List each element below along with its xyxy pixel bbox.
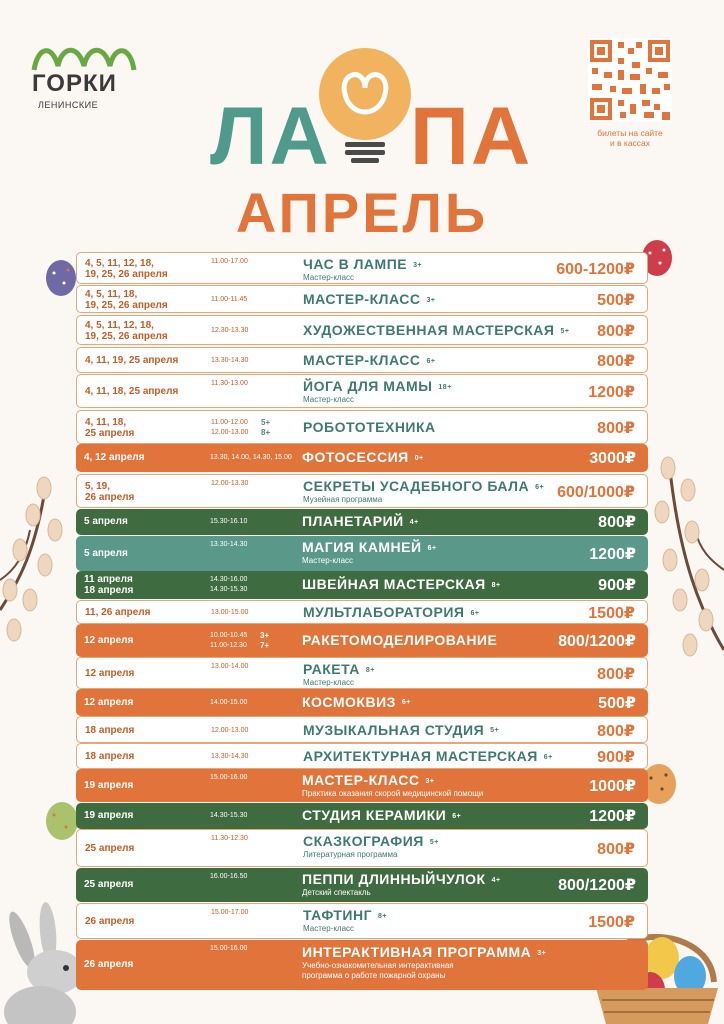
event-time: [211, 479, 248, 489]
event-price: 1200₽: [588, 384, 635, 401]
event-row: [76, 803, 648, 829]
event-date-line1: 4, 5, 11, 18,: [85, 289, 138, 300]
event-time: [211, 608, 248, 618]
month-heading: АПРЕЛЬ: [235, 181, 489, 244]
event-price: 1200₽: [589, 545, 636, 563]
event-price: 1200₽: [589, 808, 636, 825]
willow-branch-right-illustration: [640, 450, 724, 670]
event-description: [302, 556, 353, 566]
event-date: [85, 289, 168, 311]
title-part-la: ЛА: [210, 91, 331, 182]
event-date-line1: 4, 5, 11, 12, 18,: [85, 258, 154, 269]
event-time-line1: 13.30, 14.00, 14.30, 15.00: [210, 454, 292, 461]
event-title: [303, 256, 422, 272]
qr-note: [570, 128, 690, 148]
event-title: [302, 576, 501, 592]
event-price: 900₽: [597, 749, 635, 766]
event-price: 1500₽: [588, 605, 635, 622]
event-time-line1: 11.30-13.00: [211, 380, 248, 387]
event-date: [85, 725, 134, 736]
event-price: 800/1200₽: [558, 877, 636, 894]
event-title: [302, 807, 461, 823]
event-title: [302, 694, 411, 710]
event-desc-line1: Мастер-класс: [303, 678, 355, 687]
event-row: [76, 600, 648, 624]
event-time-line1: 13.30-14.30: [211, 357, 249, 364]
event-title-text: ЧАС В ЛАМПЕ: [303, 256, 408, 272]
event-date: [85, 258, 168, 280]
logo-sub-text: ЛЕНИНСКИЕ: [38, 100, 99, 110]
event-title-text: МАСТЕР-КЛАСС: [302, 772, 420, 788]
event-title: [303, 478, 544, 494]
event-date-line2: 19, 25, 26 апреля: [85, 331, 168, 342]
event-age-line2: 8+: [261, 428, 271, 437]
event-age-line1: 3+: [260, 630, 270, 640]
event-title-text: СКАЗКОГРАФИЯ: [303, 833, 424, 849]
event-time: [211, 356, 248, 366]
qr-code-icon: [588, 38, 672, 122]
event-row: [76, 474, 648, 508]
event-time-line1: 11.00-17.00: [211, 258, 248, 265]
event-time-line1: 15.00-16.00: [210, 945, 248, 952]
event-time-line1: 13.00-15.00: [211, 609, 249, 616]
event-price: 800₽: [597, 722, 635, 740]
event-date: [84, 879, 133, 890]
event-date: [85, 481, 134, 503]
event-age-split: [261, 418, 270, 438]
event-date: [84, 452, 144, 463]
event-price: 3000₽: [589, 450, 636, 467]
event-title: [303, 833, 439, 849]
event-age: 3+: [425, 777, 435, 785]
event-time: [210, 540, 247, 550]
event-date-line1: 25 апреля: [84, 879, 134, 890]
event-price: 800₽: [597, 353, 635, 370]
event-date-line1: 11, 26 апреля: [85, 607, 151, 618]
event-title-text: ИНТЕРАКТИВНАЯ ПРОГРАММА: [302, 944, 532, 960]
event-age: 8+: [365, 666, 375, 674]
event-age: 6+: [427, 544, 437, 552]
qr-note-line1: билеты на сайте: [597, 128, 663, 138]
event-date-line1: 5 апреля: [84, 516, 128, 527]
event-date: [84, 548, 128, 559]
event-date: [84, 959, 133, 970]
event-age: 3+: [426, 296, 436, 304]
event-date-line1: 12 апреля: [85, 668, 135, 679]
event-date-line1: 26 апреля: [85, 916, 135, 927]
event-title: [302, 632, 503, 648]
event-age: 6+: [535, 483, 545, 491]
event-price: 600-1200₽: [556, 261, 635, 278]
event-time: [210, 872, 247, 882]
event-desc-line1: Мастер-класс: [303, 273, 355, 282]
event-row: [76, 829, 648, 867]
event-price: 800₽: [597, 666, 635, 683]
event-time-line1: 15.30-16.10: [210, 518, 248, 525]
event-time: [211, 379, 248, 389]
event-title: [302, 871, 501, 887]
event-date: [85, 355, 178, 366]
event-time: [211, 418, 248, 438]
event-row: [76, 315, 648, 345]
event-price: 800₽: [598, 514, 636, 531]
event-date: [85, 751, 134, 762]
event-row: [76, 509, 648, 535]
event-time: [211, 257, 248, 267]
event-desc-line2: программа о работе пожарной охраны: [302, 970, 446, 980]
event-title: [303, 378, 452, 394]
event-desc-line1: Детский спектакль: [302, 888, 371, 897]
event-date: [84, 516, 128, 527]
event-date: [85, 607, 151, 618]
event-row: [76, 743, 648, 769]
event-date-line2: 19, 25, 26 апреля: [85, 269, 168, 280]
event-row: [76, 285, 648, 313]
event-age: 5+: [429, 838, 439, 846]
event-description: [302, 888, 371, 898]
event-title: [303, 748, 553, 764]
event-age: 8+: [378, 912, 387, 920]
event-title-text: МАСТЕР-КЛАСС: [303, 291, 421, 307]
event-age: 0+: [414, 454, 424, 462]
event-row: [76, 940, 648, 990]
event-time-line2: 14.30-15.30: [210, 586, 248, 593]
event-description: [303, 395, 354, 405]
event-age: 3+: [537, 949, 547, 957]
event-date-line1: 19 апреля: [84, 810, 134, 821]
event-date: [84, 810, 133, 821]
event-age: 18+: [438, 383, 452, 391]
event-age: 3+: [413, 261, 423, 269]
event-date-line2: 19, 25, 26 апреля: [85, 300, 168, 311]
event-description: [302, 961, 454, 980]
event-date-line1: 4, 11, 18, 25 апреля: [85, 386, 179, 397]
event-time: [211, 326, 248, 336]
easter-egg-green-illustration: [44, 800, 80, 842]
event-title: [302, 944, 546, 960]
event-time-line1: 15.00-17.00: [211, 909, 249, 916]
event-title-text: ТАФТИНГ: [303, 907, 373, 923]
event-price: 800₽: [597, 420, 635, 437]
event-age: 6+: [426, 357, 436, 365]
qr-note-line2: и в кассах: [609, 138, 651, 148]
event-time-line2: 11.00-12.30: [210, 641, 247, 649]
event-time: [210, 773, 247, 783]
event-row: [76, 903, 648, 939]
event-desc-line1: Практика оказания скорой медицинской помощи: [302, 789, 484, 798]
event-title-text: РАКЕТОМОДЕЛИРОВАНИЕ: [302, 631, 498, 648]
event-date-line1: 19 апреля: [84, 779, 134, 791]
event-age-split: [260, 631, 269, 651]
event-desc-line1: Учебно-ознакомительная интерактивная: [302, 961, 454, 970]
event-row: [76, 689, 648, 716]
event-age: 6+: [401, 699, 411, 707]
event-date-line1: 25 апреля: [85, 843, 135, 854]
event-time: [211, 295, 247, 305]
event-description: [302, 789, 483, 799]
event-time: [211, 834, 248, 844]
event-title-text: РОБОТОТЕХНИКА: [303, 419, 436, 435]
event-date-line1: 5 апреля: [84, 547, 128, 559]
event-title: [302, 513, 419, 529]
event-row: [76, 374, 648, 408]
event-title: [302, 772, 434, 788]
event-description: [303, 850, 398, 860]
event-time: [211, 662, 248, 672]
event-title-text: ХУДОЖЕСТВЕННАЯ МАСТЕРСКАЯ: [303, 322, 555, 338]
event-time-line2: 12.00-13.00: [211, 429, 249, 436]
event-time-line1: 13.30-14.30: [210, 541, 248, 548]
event-date: [85, 843, 134, 854]
event-date-line1: 12 апреля: [84, 634, 134, 646]
event-row: [76, 252, 648, 284]
event-date: [85, 386, 178, 397]
event-row: [76, 769, 648, 802]
event-title: [302, 539, 437, 555]
easter-egg-purple-illustration: [44, 258, 78, 298]
event-time: [210, 453, 292, 463]
event-time-line1: 11.00-12.00: [211, 419, 248, 426]
event-date-line1: 18 апреля: [85, 751, 135, 762]
event-date-line1: 5, 19,: [85, 481, 111, 492]
event-title-text: КОСМОКВИЗ: [302, 693, 396, 710]
event-time: [210, 575, 247, 595]
event-age: 6+: [470, 609, 480, 617]
event-time-line1: 12.00-13.30: [211, 480, 249, 487]
event-row: [76, 347, 648, 373]
event-time: [211, 726, 248, 736]
event-date-line1: 4, 11, 19, 25 апреля: [85, 355, 179, 366]
event-title-text: ПЛАНЕТАРИЙ: [302, 513, 404, 529]
event-price: 800₽: [597, 841, 635, 858]
event-date: [84, 780, 133, 791]
event-age: 8+: [491, 581, 501, 589]
event-title-text: ШВЕЙНАЯ МАСТЕРСКАЯ: [302, 576, 486, 592]
event-time: [210, 811, 247, 821]
event-title: [303, 322, 569, 338]
event-title: [303, 291, 435, 307]
event-row: [76, 624, 648, 657]
event-date-line1: 12 апреля: [84, 696, 134, 708]
event-description: [303, 678, 354, 688]
event-time-line1: 10.00-10.45: [210, 631, 248, 639]
event-time: [211, 908, 248, 918]
event-age: 5+: [560, 327, 570, 335]
event-time-line1: 15.00-16.00: [210, 774, 248, 781]
event-age-line2: 7+: [260, 640, 270, 650]
event-title: [303, 604, 479, 620]
event-time: [210, 517, 247, 527]
event-price: 1000₽: [589, 777, 636, 795]
event-time: [210, 631, 247, 651]
event-row: [76, 657, 648, 689]
event-title-text: ФОТОСЕССИЯ: [302, 449, 409, 465]
event-title-text: АРХИТЕКТУРНАЯ МАСТЕРСКАЯ: [303, 748, 538, 764]
event-row: [76, 868, 648, 902]
event-title: [303, 907, 387, 923]
event-age: 6+: [452, 812, 462, 820]
event-price: 800₽: [597, 323, 635, 340]
event-time-line1: 11.00-11.45: [211, 296, 248, 303]
event-row: [76, 536, 648, 571]
event-date-line1: 26 апреля: [84, 959, 134, 970]
event-date-line2: 18 апреля: [84, 585, 134, 596]
event-price: 600/1000₽: [557, 484, 635, 501]
willow-branch-left-illustration: [0, 470, 80, 660]
event-time-line1: 14.30-15.30: [210, 812, 248, 819]
event-desc-line1: Музейная программа: [303, 495, 383, 504]
event-time: [210, 944, 247, 954]
event-time-line1: 13.30-14.30: [211, 753, 249, 760]
event-age: 6+: [543, 753, 553, 761]
event-age-line1: 5+: [261, 418, 271, 427]
event-time-line1: 14.30-16.00: [210, 576, 248, 583]
event-title: [303, 661, 375, 677]
event-description: [303, 924, 354, 934]
event-desc-line1: Мастер-класс: [302, 556, 354, 565]
event-price: 900₽: [598, 577, 636, 594]
event-price: 500₽: [598, 694, 636, 712]
event-row: [76, 571, 648, 599]
event-title: [303, 722, 499, 738]
logo-brand-text: ГОРКИ: [32, 70, 117, 97]
event-time-line1: 16.00-16.50: [210, 873, 248, 880]
event-date: [84, 635, 133, 646]
event-row: [76, 444, 648, 472]
event-date-line1: 11 апреля: [84, 574, 133, 585]
event-date: [85, 668, 134, 679]
event-title-text: МУЛЬТЛАБОРАТОРИЯ: [303, 604, 465, 620]
event-date-line2: 25 апреля: [85, 428, 135, 439]
event-title-text: СЕКРЕТЫ УСАДЕБНОГО БАЛА: [303, 478, 530, 494]
event-description: [303, 273, 354, 283]
event-time-line1: 13.00-14.00: [211, 663, 249, 670]
event-description: [303, 495, 382, 505]
hills-icon: [30, 40, 140, 74]
event-title-text: СТУДИЯ КЕРАМИКИ: [302, 807, 447, 823]
event-time: [210, 698, 247, 708]
event-desc-line1: Мастер-класс: [303, 395, 355, 404]
event-date-line1: 4, 5, 11, 12, 18,: [85, 320, 154, 331]
event-age: 4+: [409, 518, 419, 526]
event-desc-line1: Литературная программа: [303, 850, 398, 859]
event-title: [303, 352, 435, 368]
event-price: 500₽: [597, 292, 635, 309]
event-row: [76, 716, 648, 743]
event-price: 800/1200₽: [558, 632, 636, 650]
event-row: [76, 410, 648, 444]
event-date-line2: 26 апреля: [85, 492, 135, 503]
event-price: 1500₽: [588, 914, 635, 931]
event-date-line1: 4, 12 апреля: [84, 452, 145, 463]
event-date-line1: 18 апреля: [85, 724, 135, 736]
event-time-line1: 12.30-13.30: [211, 327, 249, 334]
lampa-title: [210, 70, 533, 182]
event-time: [211, 752, 248, 762]
gorki-logo: [30, 40, 140, 120]
event-date: [85, 417, 134, 439]
event-title-text: РАКЕТА: [303, 661, 360, 677]
event-time-line1: 11.30-12.30: [211, 835, 248, 842]
event-title-text: МУЗЫКАЛЬНАЯ СТУДИЯ: [303, 721, 485, 738]
event-title-text: МАГИЯ КАМНЕЙ: [302, 539, 422, 555]
event-title: [302, 449, 424, 465]
event-age: 4+: [491, 876, 501, 884]
event-date: [85, 320, 168, 342]
event-date-line1: 4, 11, 18,: [85, 417, 127, 428]
event-title-text: ПЕППИ ДЛИННЫЙЧУЛОК: [302, 871, 486, 887]
event-time-line1: 12.00-13.00: [211, 726, 249, 734]
event-date: [85, 916, 134, 927]
event-date: [84, 697, 133, 708]
event-desc-line1: Мастер-класс: [303, 924, 355, 933]
title-part-pa: ПА: [410, 91, 533, 182]
event-title-text: ЙОГА ДЛЯ МАМЫ: [303, 378, 433, 394]
event-title-text: МАСТЕР-КЛАСС: [303, 352, 421, 368]
event-time-line1: 14.00-15.00: [210, 698, 248, 706]
event-age: 5+: [490, 727, 500, 735]
event-date: [84, 574, 133, 596]
event-title: [303, 419, 442, 435]
